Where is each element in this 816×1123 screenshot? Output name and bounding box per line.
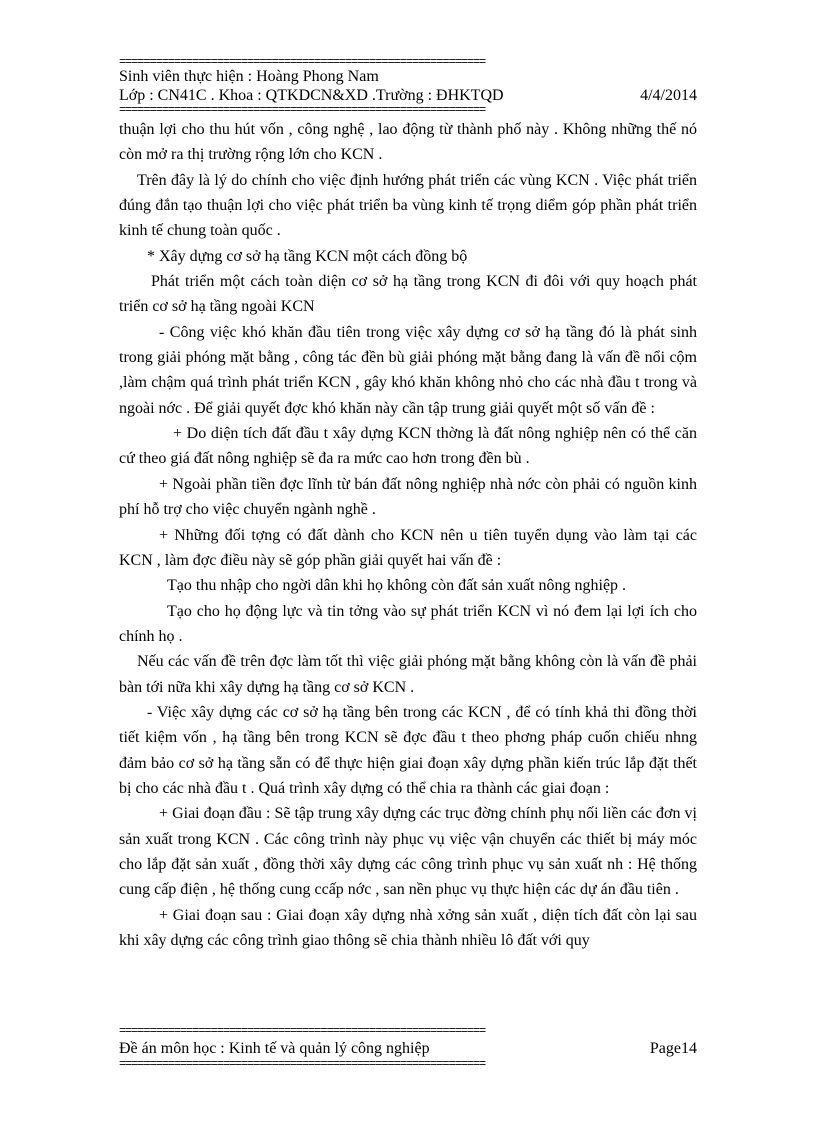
- footer-rule-bottom: ============================================================: [119, 1058, 486, 1070]
- header-rule-top: ============================================================: [119, 56, 486, 68]
- footer-line: [119, 1040, 697, 1058]
- paragraph: thuận lợi cho thu hút vốn , công nghệ , lao động từ thành phố này . Không những thế nó còn mở ra thị trường rộng lớn cho KCN .: [119, 121, 697, 164]
- list-item: + Giai đoạn đầu : Sẽ tập trung xây dựng các trục đờng chính phụ nối liền các đơn vị sản xuất trong KCN . Các công trình này phục vụ việc vận chuyển các thiết bị máy móc cho lắp đặt sản xuất , đồng thời xây dựng các công trình phục vụ sản xuất nh : Hệ thống cung cấp điện , hệ thống cung ccấp nớc , san nền phục vụ thực hiện các dự án đầu tiên .: [119, 805, 697, 899]
- header-rule-bottom: ============================================================: [119, 104, 486, 116]
- body-text: [119, 117, 697, 953]
- page-number: Page14: [649, 1040, 697, 1057]
- header-date: 4/4/2014: [640, 87, 697, 104]
- student-name-text: Sinh viên thực hiện : Hoàng Phong Nam: [119, 68, 379, 85]
- class-info-text: Lớp : CN41C . Khoa : QTKDCN&XD .Trường : ĐHKTQD: [119, 87, 504, 104]
- footer-rule-top: ============================================================: [119, 1025, 486, 1037]
- list-item: + Giai đoạn sau : Giai đoạn xây dựng nhà xởng sản xuất , diện tích đất còn lại sau khi xây dựng các công trình giao thông sẽ chia thành nhiều lô đất với quy: [119, 906, 697, 949]
- list-item: Tạo thu nhập cho ngời dân khi họ không còn đất sản xuất nông nghiệp .: [167, 577, 627, 595]
- paragraph: Phát triển một cách toàn diện cơ sở hạ tầng trong KCN đi đôi với quy hoạch phát triển cơ sở hạ tầng ngoài KCN: [119, 273, 697, 316]
- list-item: + Ngoài phần tiền đợc lĩnh từ bán đất nông nghiệp nhà nớc còn phải có nguồn kinh phí hỗ trợ cho việc chuyển ngành nghề .: [119, 475, 697, 519]
- section-heading: * Xây dựng cơ sở hạ tầng KCN một cách đồng bộ: [147, 247, 468, 265]
- header-class-line: [119, 87, 697, 105]
- paragraph: - Công việc khó khăn đầu tiên trong việc xây dựng cơ sở hạ tầng đó là phát sinh trong giải phóng mặt bằng , công tác đền bù giải phóng mặt bằng đang là vấn đề nổi cộm ,làm chậm quá trình phát triển KCN , gây khó khăn không nhỏ cho các nhà đầu t trong và ngoài nớc . Để giải quyết đợc khó khăn này cần tập trung giải quyết một số vấn đề :: [119, 323, 697, 417]
- paragraph: Trên đây là lý do chính cho việc định hướng phát triển các vùng KCN . Việc phát triển đúng đắn tạo thuận lợi cho việc phát triển ba vùng kinh tế trọng diểm góp phần phát triển kinh tế chung toàn quốc .: [119, 171, 697, 240]
- paragraph: Nếu các vấn đề trên đợc làm tốt thì việc giải phóng mặt bằng không còn là vấn đề phải bàn tới nữa khi xây dựng hạ tầng cơ sở KCN .: [119, 653, 697, 696]
- list-item: + Những đối tợng có đất dành cho KCN nên u tiên tuyển dụng vào làm tại các KCN , làm đợc điều này sẽ góp phần giải quyết hai vấn đề :: [119, 526, 697, 569]
- paragraph: - Việc xây dựng các cơ sở hạ tầng bên trong các KCN , để có tính khả thi đồng thời tiết kiệm vốn , hạ tầng bên trong KCN sẽ đợc đầu t theo phơng pháp cuốn chiếu nhng đảm bảo cơ sở hạ tầng sẵn có để thực hiện giai đoạn xây dựng phần kiến trúc lắp đặt thết bị cho các nhà đầu t . Quá trình xây dựng có thể chia ra thành các giai đoạn :: [119, 703, 697, 797]
- list-item: + Do diện tích đất đầu t xây dựng KCN thờng là đất nông nghiệp nên có thể căn cứ theo giá đất nông nghiệp sẽ đa ra mức cao hơn trong đền bù .: [119, 425, 697, 468]
- footer-title: Đề án môn học : Kinh tế và quản lý công nghiệp: [119, 1040, 430, 1057]
- list-item: Tạo cho họ động lực và tin tởng vào sự phát triển KCN vì nó đem lại lợi ích cho chính họ .: [119, 602, 697, 645]
- header-student-line: [119, 68, 697, 86]
